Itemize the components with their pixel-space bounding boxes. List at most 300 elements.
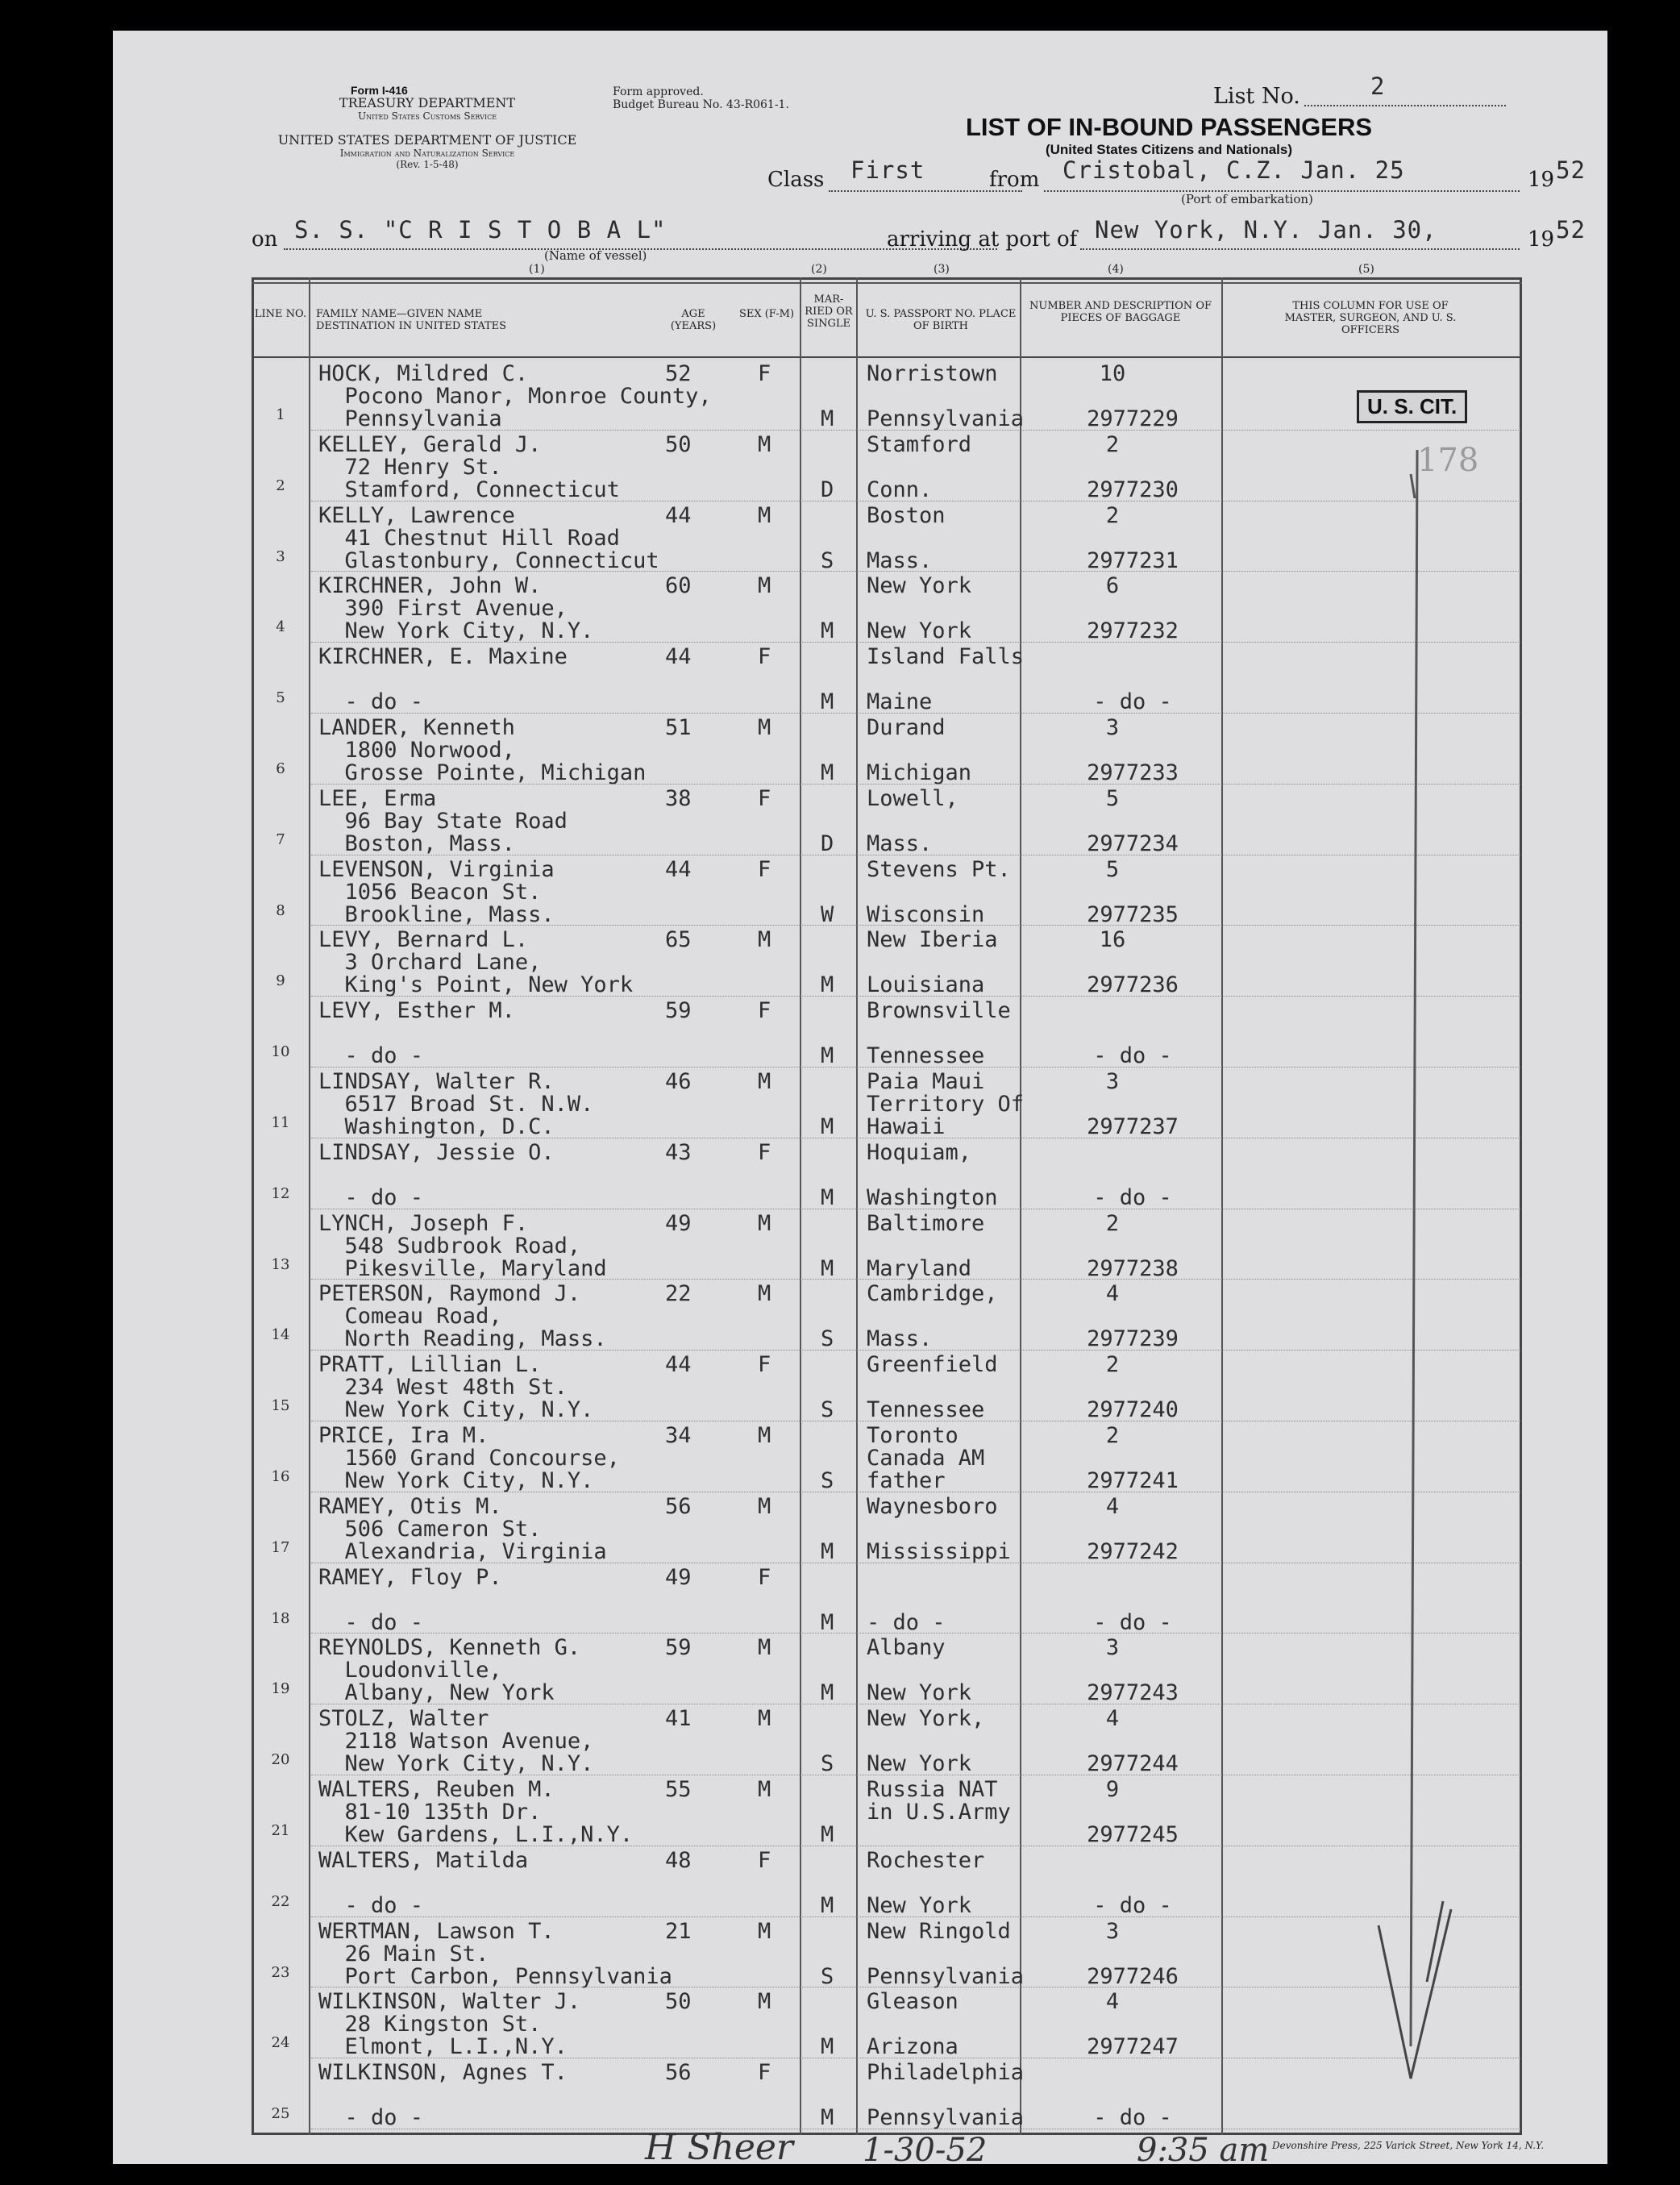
passenger-age: 48 <box>665 1847 692 1873</box>
place-of-birth: New York <box>867 1680 972 1706</box>
place-of-birth: New York <box>867 573 972 599</box>
marital-status: M <box>821 1184 834 1210</box>
place-of-birth: Tennessee <box>867 1397 985 1423</box>
place-of-birth: Albany <box>867 1635 946 1661</box>
passenger-age: 21 <box>665 1918 692 1944</box>
place-of-birth: Waynesboro <box>867 1493 998 1519</box>
baggage-count: 3 <box>1105 1918 1120 1944</box>
place-of-birth: Toronto <box>867 1423 959 1448</box>
line-number: 16 <box>271 1468 290 1485</box>
passenger-sex: F <box>758 644 771 670</box>
passenger-age: 60 <box>665 573 692 599</box>
passenger-name: LEVENSON, Virginia <box>318 856 555 882</box>
place-of-birth: New York, <box>867 1706 985 1732</box>
marital-status: M <box>821 618 834 644</box>
passenger-name: WERTMAN, Lawson T. <box>318 1918 555 1944</box>
place-of-birth: Hawaii <box>867 1114 946 1139</box>
place-of-birth: Rochester <box>867 1847 985 1873</box>
vessel-caption: (Name of vessel) <box>544 248 647 263</box>
year-prefix-2: 19 <box>1528 227 1555 252</box>
header-married: MAR-RIED OR SINGLE <box>805 293 853 330</box>
place-of-birth: Stevens Pt. <box>867 856 1011 882</box>
passenger-age: 46 <box>665 1069 692 1094</box>
place-of-birth: Brownsville <box>867 998 1011 1024</box>
place-of-birth: Washington <box>867 1184 998 1210</box>
place-of-birth: Territory Of <box>867 1092 1025 1117</box>
passenger-sex: M <box>758 1635 771 1661</box>
passenger-address: Comeau Road, <box>318 1304 502 1330</box>
line-number: 17 <box>271 1538 290 1556</box>
passenger-age: 51 <box>665 715 692 740</box>
marital-status: S <box>821 1751 834 1777</box>
passenger-address: Washington, D.C. <box>318 1114 555 1139</box>
passenger-address: Loudonville, <box>318 1658 502 1683</box>
passenger-address: Stamford, Connecticut <box>318 477 620 502</box>
passenger-address: 390 First Avenue, <box>318 596 568 622</box>
passenger-age: 22 <box>665 1281 692 1307</box>
passenger-address: 96 Bay State Road <box>318 808 568 834</box>
marital-status: M <box>821 1822 834 1847</box>
passenger-sex: M <box>758 1069 771 1094</box>
place-of-birth: Philadelphia <box>867 2060 1025 2086</box>
passenger-sex: M <box>758 1423 771 1448</box>
passenger-name: KELLY, Lawrence <box>318 502 515 528</box>
form-approved: Form approved. <box>613 85 704 98</box>
passenger-address: 28 Kingston St. <box>318 2012 542 2037</box>
passenger-age: 50 <box>665 1989 692 2015</box>
passport-number: 2977243 <box>1087 1680 1179 1706</box>
marital-status: S <box>821 547 834 573</box>
col-number: (5) <box>1358 263 1374 276</box>
passport-number: 2977237 <box>1087 1114 1179 1139</box>
passport-number: - do - <box>1093 1892 1172 1918</box>
baggage-count: 9 <box>1105 1777 1120 1802</box>
line-number: 14 <box>271 1326 290 1344</box>
passport-number: 2977236 <box>1087 972 1179 998</box>
passport-number: 2977244 <box>1087 1751 1179 1777</box>
treasury-dept: TREASURY DEPARTMENT <box>339 95 516 110</box>
passport-number: - do - <box>1093 2105 1172 2131</box>
baggage-count: 2 <box>1105 431 1120 457</box>
passenger-address: Kew Gardens, L.I.,N.Y. <box>318 1822 634 1847</box>
passenger-age: 50 <box>665 431 692 457</box>
from-value: Cristobal, C.Z. Jan. 25 <box>1062 156 1405 184</box>
line-number: 22 <box>271 1892 290 1910</box>
marital-status: M <box>821 1892 834 1918</box>
marital-status: M <box>821 689 834 715</box>
marital-status: M <box>821 1609 834 1635</box>
place-of-birth: Conn. <box>867 477 933 502</box>
line-number: 8 <box>276 901 285 919</box>
col-number: (3) <box>934 263 950 276</box>
place-of-birth: New Iberia <box>867 927 998 953</box>
marital-status: M <box>821 406 834 431</box>
place-of-birth: Canada AM <box>867 1446 985 1471</box>
place-of-birth: Island Falls <box>867 644 1025 670</box>
marital-status: S <box>821 1963 834 1989</box>
marital-status: M <box>821 760 834 785</box>
baggage-count: 4 <box>1105 1493 1120 1519</box>
marital-status: M <box>821 1043 834 1069</box>
marital-status: M <box>821 1538 834 1564</box>
passenger-sex: M <box>758 927 771 953</box>
passenger-name: LINDSAY, Jessie O. <box>318 1139 555 1165</box>
baggage-count: 16 <box>1099 927 1126 953</box>
header-age: AGE (YEARS) <box>670 308 717 332</box>
passenger-address: 81-10 135th Dr. <box>318 1800 542 1825</box>
passenger-address: Grosse Pointe, Michigan <box>318 760 647 785</box>
line-number: 21 <box>271 1822 290 1839</box>
passenger-age: 43 <box>665 1139 692 1165</box>
passport-number: 2977247 <box>1087 2034 1179 2060</box>
line-number: 19 <box>271 1680 290 1698</box>
passenger-address: King's Point, New York <box>318 972 634 998</box>
passenger-sex: M <box>758 1210 771 1236</box>
marital-status: S <box>821 1397 834 1423</box>
passenger-sex: F <box>758 998 771 1024</box>
col-number: (4) <box>1108 263 1124 276</box>
passenger-sex: F <box>758 856 771 882</box>
passenger-name: LANDER, Kenneth <box>318 715 515 740</box>
passenger-name: KIRCHNER, John W. <box>318 573 542 599</box>
place-of-birth: Greenfield <box>867 1352 998 1378</box>
passenger-name: PRICE, Ira M. <box>318 1423 489 1448</box>
form-subtitle: (United States Citizens and Nationals) <box>1045 142 1293 157</box>
place-of-birth: Pennsylvania <box>867 406 1025 431</box>
line-number: 15 <box>271 1397 290 1415</box>
passenger-address: Pennsylvania <box>318 406 502 431</box>
marital-status: M <box>821 2034 834 2060</box>
baggage-count: 3 <box>1105 715 1120 740</box>
baggage-count: 5 <box>1105 856 1120 882</box>
place-of-birth: - do - <box>867 1609 946 1635</box>
place-of-birth: Boston <box>867 502 946 528</box>
line-number: 6 <box>276 760 285 777</box>
signature-time: 9:35 am <box>1137 2132 1270 2169</box>
marital-status: S <box>821 1326 834 1352</box>
place-of-birth: Tennessee <box>867 1043 985 1069</box>
passenger-age: 44 <box>665 856 692 882</box>
passenger-address: 26 Main St. <box>318 1941 489 1966</box>
passenger-address: 1800 Norwood, <box>318 738 515 763</box>
passenger-sex: F <box>758 1564 771 1590</box>
passenger-address: - do - <box>318 1184 424 1210</box>
place-of-birth: Norristown <box>867 361 998 386</box>
passenger-address: Pikesville, Maryland <box>318 1255 607 1281</box>
passenger-name: RAMEY, Floy P. <box>318 1564 502 1590</box>
place-of-birth: Hoquiam, <box>867 1139 972 1165</box>
marital-status: D <box>821 477 834 502</box>
baggage-count: 2 <box>1105 1210 1120 1236</box>
year-prefix-1: 19 <box>1528 168 1555 192</box>
line-number: 12 <box>271 1184 290 1202</box>
on-label: on <box>252 227 278 252</box>
passenger-sex: M <box>758 715 771 740</box>
passenger-sex: F <box>758 361 771 386</box>
line-number: 9 <box>276 972 285 990</box>
passenger-name: WILKINSON, Agnes T. <box>318 2060 568 2086</box>
signature-date: 1-30-52 <box>863 2132 988 2169</box>
passport-number: 2977238 <box>1087 1255 1179 1281</box>
header-passport: U. S. PASSPORT NO. PLACE OF BIRTH <box>865 308 1017 332</box>
baggage-count: 2 <box>1105 1352 1120 1378</box>
year-2: 52 <box>1556 216 1586 243</box>
passenger-address: 548 Sudbrook Road, <box>318 1233 581 1259</box>
passport-number: 2977229 <box>1087 406 1179 431</box>
passport-number: 2977232 <box>1087 618 1179 644</box>
passport-number: - do - <box>1093 1609 1172 1635</box>
place-of-birth: New York <box>867 1892 972 1918</box>
passenger-name: RAMEY, Otis M. <box>318 1493 502 1519</box>
passport-number: 2977233 <box>1087 760 1179 785</box>
inspector-signature: H Sheer <box>645 2127 793 2168</box>
passenger-name: KIRCHNER, E. Maxine <box>318 644 568 670</box>
passenger-age: 52 <box>665 361 692 386</box>
line-number: 10 <box>271 1043 290 1061</box>
passenger-age: 41 <box>665 1706 692 1732</box>
passport-number: 2977239 <box>1087 1326 1179 1352</box>
line-number: 24 <box>271 2034 290 2052</box>
passenger-address: - do - <box>318 1892 424 1918</box>
line-number: 20 <box>271 1751 290 1769</box>
revision: (Rev. 1-5-48) <box>396 159 459 170</box>
header-name: FAMILY NAME—GIVEN NAME DESTINATION IN UNITED STATES <box>316 308 507 332</box>
arrival-value: New York, N.Y. Jan. 30, <box>1095 216 1437 243</box>
passenger-sex: F <box>758 2060 771 2086</box>
place-of-birth: Paia Maui <box>867 1069 985 1094</box>
marital-status: W <box>821 901 834 927</box>
form-title: LIST OF IN-BOUND PASSENGERS <box>965 113 1373 141</box>
header-baggage: NUMBER AND DESCRIPTION OF PIECES OF BAGGAGE <box>1029 300 1212 324</box>
passenger-address: - do - <box>318 2105 424 2131</box>
passport-number: 2977230 <box>1087 477 1179 502</box>
passenger-age: 44 <box>665 644 692 670</box>
place-of-birth: father <box>867 1468 946 1493</box>
place-of-birth: Lowell, <box>867 785 959 811</box>
col-number: (2) <box>811 263 827 276</box>
passenger-name: PRATT, Lillian L. <box>318 1352 542 1378</box>
passenger-sex: M <box>758 573 771 599</box>
passenger-age: 59 <box>665 998 692 1024</box>
passenger-name: STOLZ, Walter <box>318 1706 489 1732</box>
passport-number: 2977240 <box>1087 1397 1179 1423</box>
place-of-birth: in U.S.Army <box>867 1800 1011 1825</box>
passenger-age: 56 <box>665 1493 692 1519</box>
line-number: 2 <box>276 477 285 494</box>
passenger-sex: M <box>758 1989 771 2015</box>
printer-imprint: Devonshire Press, 225 Varick Street, New York 14, N.Y. <box>1272 2140 1545 2151</box>
passenger-address: 1056 Beacon St. <box>318 879 542 905</box>
baggage-count: 3 <box>1105 1069 1120 1094</box>
passport-number: - do - <box>1093 1184 1172 1210</box>
place-of-birth: New York <box>867 618 972 644</box>
place-of-birth: Russia NAT <box>867 1777 998 1802</box>
vessel-name: S. S. "C R I S T O B A L" <box>294 216 667 243</box>
passenger-address: 72 Henry St. <box>318 454 502 480</box>
passenger-sex: M <box>758 1918 771 1944</box>
place-of-birth: New Ringold <box>867 1918 1011 1944</box>
baggage-count: 5 <box>1105 785 1120 811</box>
list-no-label: List No. <box>1213 84 1300 109</box>
passenger-address: 3 Orchard Lane, <box>318 950 542 976</box>
passenger-address: New York City, N.Y. <box>318 618 594 644</box>
officer-note: 178 <box>1417 442 1479 479</box>
passenger-address: - do - <box>318 1043 424 1069</box>
passenger-age: 65 <box>665 927 692 953</box>
marital-status: M <box>821 2105 834 2131</box>
passenger-age: 38 <box>665 785 692 811</box>
passenger-sex: M <box>758 431 771 457</box>
place-of-birth: Michigan <box>867 760 972 785</box>
passenger-age: 44 <box>665 1352 692 1378</box>
class-label: Class <box>767 168 825 192</box>
passenger-sex: M <box>758 502 771 528</box>
passenger-address: New York City, N.Y. <box>318 1397 594 1423</box>
place-of-birth: New York <box>867 1751 972 1777</box>
budget-bureau: Budget Bureau No. 43-R061-1. <box>613 98 789 111</box>
passenger-address: Glastonbury, Connecticut <box>318 547 659 573</box>
passenger-address: New York City, N.Y. <box>318 1751 594 1777</box>
passenger-name: HOCK, Mildred C. <box>318 361 529 386</box>
place-of-birth: Maine <box>867 689 933 715</box>
passenger-age: 49 <box>665 1564 692 1590</box>
passenger-address: North Reading, Mass. <box>318 1326 607 1352</box>
passenger-name: PETERSON, Raymond J. <box>318 1281 581 1307</box>
passenger-name: WILKINSON, Walter J. <box>318 1989 581 2015</box>
baggage-count: 10 <box>1099 361 1126 386</box>
place-of-birth: Pennsylvania <box>867 2105 1025 2131</box>
header-officers: THIS COLUMN FOR USE OF MASTER, SURGEON, AND U. S. OFFICERS <box>1284 300 1457 336</box>
line-number: 25 <box>271 2105 290 2123</box>
marital-status: M <box>821 1255 834 1281</box>
passenger-age: 59 <box>665 1635 692 1661</box>
passenger-address: 1560 Grand Concourse, <box>318 1446 620 1471</box>
passenger-sex: M <box>758 1706 771 1732</box>
place-of-birth: Stamford <box>867 431 972 457</box>
passport-number: - do - <box>1093 1043 1172 1069</box>
passenger-sex: F <box>758 1847 771 1873</box>
passenger-address: 6517 Broad St. N.W. <box>318 1092 594 1117</box>
passenger-name: WALTERS, Matilda <box>318 1847 529 1873</box>
passenger-name: LEVY, Bernard L. <box>318 927 529 953</box>
passport-number: 2977235 <box>1087 901 1179 927</box>
line-number: 13 <box>271 1255 290 1273</box>
baggage-count: 4 <box>1105 1989 1120 2015</box>
place-of-birth: Cambridge, <box>867 1281 998 1307</box>
passenger-sex: M <box>758 1493 771 1519</box>
passenger-age: 49 <box>665 1210 692 1236</box>
class-value: First <box>850 156 925 184</box>
line-number: 3 <box>276 547 285 565</box>
line-number: 1 <box>276 406 285 423</box>
baggage-count: 4 <box>1105 1706 1120 1732</box>
baggage-count: 3 <box>1105 1635 1120 1661</box>
place-of-birth: Durand <box>867 715 946 740</box>
passenger-name: KELLEY, Gerald J. <box>318 431 542 457</box>
line-number: 18 <box>271 1609 290 1627</box>
marital-status: M <box>821 1680 834 1706</box>
passenger-name: LEVY, Esther M. <box>318 998 515 1024</box>
arriving-label: arriving at port of <box>887 227 1078 252</box>
place-of-birth: Gleason <box>867 1989 959 2015</box>
passport-number: - do - <box>1093 689 1172 715</box>
passport-number: 2977246 <box>1087 1963 1179 1989</box>
passport-number: 2977245 <box>1087 1822 1179 1847</box>
place-of-birth: Pennsylvania <box>867 1963 1025 1989</box>
passport-number: 2977241 <box>1087 1468 1179 1493</box>
place-of-birth: Mass. <box>867 547 933 573</box>
passenger-sex: M <box>758 1777 771 1802</box>
list-no-value: 2 <box>1370 73 1386 100</box>
passenger-sex: F <box>758 785 771 811</box>
passport-number: 2977242 <box>1087 1538 1179 1564</box>
ins-service: Immigration and Naturalization Service <box>339 148 515 159</box>
passenger-address: Elmont, L.I.,N.Y. <box>318 2034 568 2060</box>
marital-status: M <box>821 1114 834 1139</box>
header-line-no: LINE NO. <box>254 308 307 320</box>
col-number: (1) <box>529 263 545 276</box>
passport-number: 2977231 <box>1087 547 1179 573</box>
customs-service: United States Customs Service <box>357 110 497 122</box>
us-cit-stamp: U. S. CIT. <box>1357 390 1467 423</box>
passenger-name: LYNCH, Joseph F. <box>318 1210 529 1236</box>
line-number: 23 <box>271 1963 290 1981</box>
passenger-sex: F <box>758 1139 771 1165</box>
marital-status: M <box>821 972 834 998</box>
passenger-address: Albany, New York <box>318 1680 555 1706</box>
passenger-address: - do - <box>318 689 424 715</box>
passenger-name: LEE, Erma <box>318 785 437 811</box>
passenger-address: 234 West 48th St. <box>318 1375 568 1400</box>
place-of-birth: Mass. <box>867 1326 933 1352</box>
place-of-birth: Maryland <box>867 1255 972 1281</box>
baggage-count: 4 <box>1105 1281 1120 1307</box>
passenger-address: Port Carbon, Pennsylvania <box>318 1963 672 1989</box>
passenger-address: Boston, Mass. <box>318 830 515 856</box>
place-of-birth: Mississippi <box>867 1538 1011 1564</box>
passenger-address: 506 Cameron St. <box>318 1516 542 1542</box>
baggage-count: 6 <box>1105 573 1120 599</box>
justice-dept: UNITED STATES DEPARTMENT OF JUSTICE <box>277 132 577 148</box>
passenger-address: Pocono Manor, Monroe County, <box>318 384 712 409</box>
baggage-count: 2 <box>1105 1423 1120 1448</box>
place-of-birth: Mass. <box>867 830 933 856</box>
passenger-address: Brookline, Mass. <box>318 901 555 927</box>
passenger-name: WALTERS, Reuben M. <box>318 1777 555 1802</box>
passenger-name: LINDSAY, Walter R. <box>318 1069 555 1094</box>
line-number: 4 <box>276 618 285 636</box>
baggage-count: 2 <box>1105 502 1120 528</box>
passenger-address: Alexandria, Virginia <box>318 1538 607 1564</box>
place-of-birth: Louisiana <box>867 972 985 998</box>
place-of-birth: Arizona <box>867 2034 959 2060</box>
passenger-address: - do - <box>318 1609 424 1635</box>
passenger-sex: F <box>758 1352 771 1378</box>
line-number: 5 <box>276 689 285 707</box>
place-of-birth: Wisconsin <box>867 901 985 927</box>
port-embark-caption: (Port of embarkation) <box>1181 192 1313 206</box>
passenger-age: 44 <box>665 502 692 528</box>
manifest-page <box>113 31 1607 2169</box>
from-label: from <box>989 168 1040 192</box>
officer-check-mark <box>1290 434 1499 2087</box>
passenger-address: 41 Chestnut Hill Road <box>318 525 620 551</box>
form-number: Form I-416 <box>351 84 408 97</box>
place-of-birth: Baltimore <box>867 1210 985 1236</box>
passenger-address: 2118 Watson Avenue, <box>318 1729 594 1754</box>
passenger-age: 55 <box>665 1777 692 1802</box>
year-1: 52 <box>1556 156 1586 184</box>
